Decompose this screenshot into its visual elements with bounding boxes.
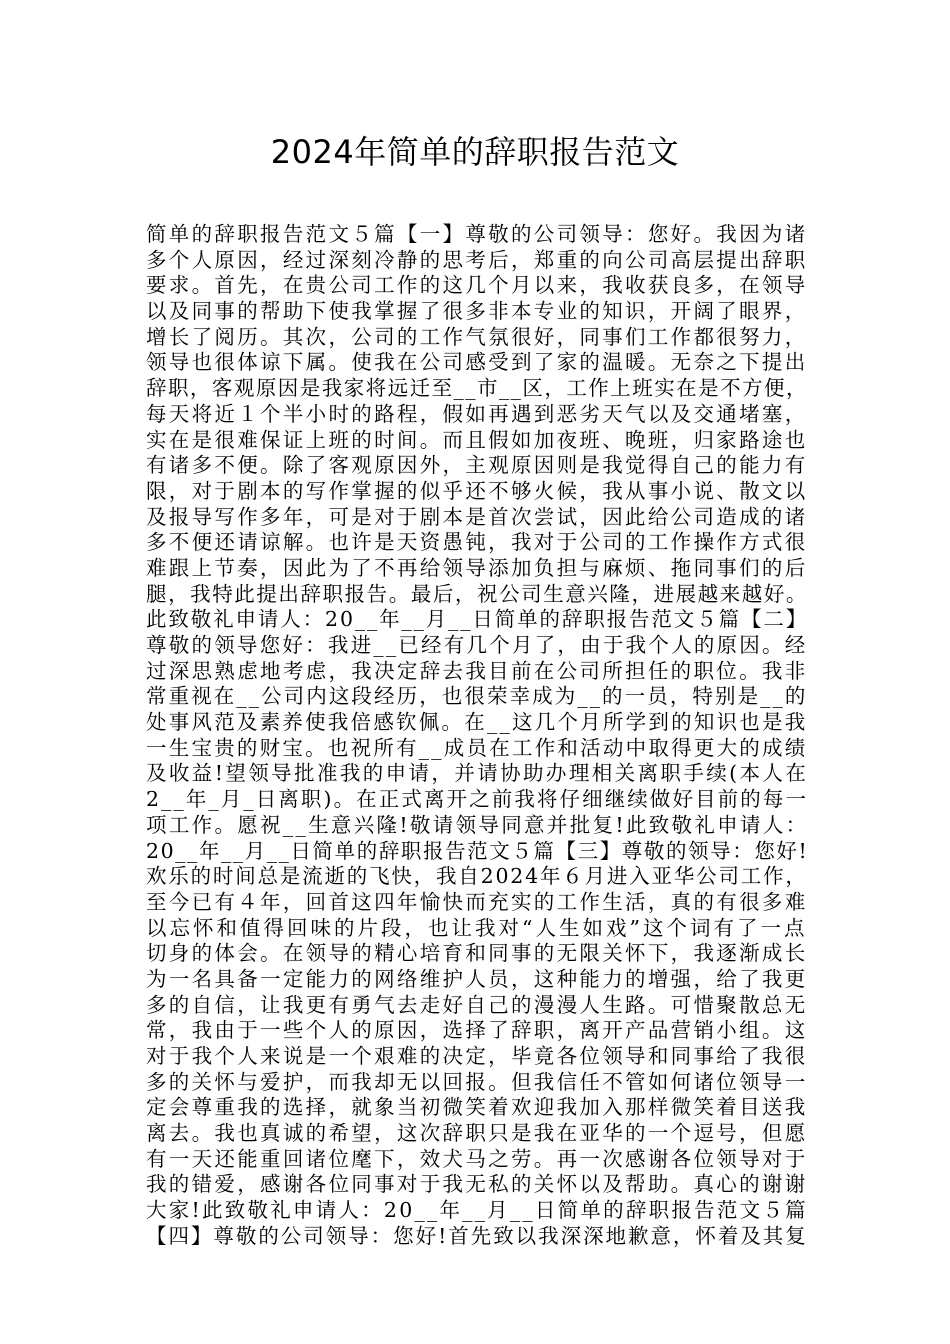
body-line: 有诸多不便。除了客观原因外，主观原因则是我觉得自己的能力有 <box>146 453 808 478</box>
body-line: 限，对于剧本的写作掌握的似乎还不够火候，我从事小说、散文以 <box>146 478 808 503</box>
body-line: 实在是很难保证上班的时间。而且假如加夜班、晚班，归家路途也 <box>146 427 808 452</box>
body-line: 有一天还能重回诸位麾下，效犬马之劳。再一次感谢各位领导对于 <box>146 1146 808 1171</box>
body-line: 辞职，客观原因是我家将远迁至__市__区，工作上班实在是不方便， <box>146 376 808 401</box>
body-line: 离去。我也真诚的希望，这次辞职只是我在亚华的一个逗号，但愿 <box>146 1121 808 1146</box>
body-line: 多个人原因，经过深刻冷静的思考后，郑重的向公司高层提出辞职 <box>146 247 808 272</box>
document-title: 2024年简单的辞职报告范文 <box>270 133 680 171</box>
body-line: 20__年__月__日简单的辞职报告范文５篇【三】尊敬的领导：您好! <box>146 838 809 863</box>
body-line: 过深思熟虑地考虑，我决定辞去我目前在公司所担任的职位。我非 <box>146 658 808 683</box>
body-line: 多的关怀与爱护，而我却无以回报。但我信任不管如何诸位领导一 <box>146 1069 808 1094</box>
body-line: 至今已有４年，回首这四年愉快而充实的工作生活，真的有很多难 <box>146 889 808 914</box>
body-line: 难跟上节奏，因此为了不再给领导添加负担与麻烦、拖同事们的后 <box>146 555 808 580</box>
body-line: 及收益!望领导批准我的申请，并请协助办理相关离职手续(本人在 <box>146 761 809 786</box>
body-line: 多的自信，让我更有勇气去走好自己的漫漫人生路。可惜聚散总无 <box>146 992 808 1017</box>
body-line: 定会尊重我的选择，就象当初微笑着欢迎我加入那样微笑着目送我 <box>146 1095 808 1120</box>
body-line: 【四】尊敬的公司领导：您好!首先致以我深深地歉意，怀着及其复 <box>146 1223 808 1248</box>
body-line: 常，我由于一些个人的原因，选择了辞职，离开产品营销小组。这 <box>146 1018 808 1043</box>
body-line: 此致敬礼申请人：20__年__月__日简单的辞职报告范文５篇【二】 <box>146 607 809 632</box>
body-line: 以忘怀和值得回味的片段，也让我对“人生如戏”这个词有了一点 <box>146 915 808 940</box>
body-line: 每天将近１个半小时的路程，假如再遇到恶劣天气以及交通堵塞， <box>146 401 808 426</box>
body-line: 领导也很体谅下属。使我在公司感受到了家的温暖。无奈之下提出 <box>146 350 808 375</box>
body-line: 简单的辞职报告范文５篇【一】尊敬的公司领导：您好。我因为诸 <box>146 222 808 246</box>
body-line: 常重视在__公司内这段经历，也很荣幸成为__的一员，特别是__的 <box>146 684 808 709</box>
body-line: 尊敬的领导您好：我进__已经有几个月了，由于我个人的原因。经 <box>146 633 808 657</box>
body-line: 腿，我特此提出辞职报告。最后，祝公司生意兴隆，进展越来越好。 <box>146 581 808 606</box>
body-line: 一生宝贵的财宝。也祝所有__成员在工作和活动中取得更大的成绩 <box>146 735 808 760</box>
body-line: 2__年_月_日离职)。在正式离开之前我将仔细继续做好目前的每一 <box>146 787 809 812</box>
body-line: 我的错爱，感谢各位同事对于我无私的关怀以及帮助。真心的谢谢 <box>146 1172 808 1197</box>
body-line: 切身的体会。在领导的精心培育和同事的无限关怀下，我逐渐成长 <box>146 941 808 966</box>
body-line: 及报导写作多年，可是对于剧本是首次尝试，因此给公司造成的诸 <box>146 504 808 529</box>
body-line: 项工作。愿祝__生意兴隆!敬请领导同意并批复!此致敬礼申请人： <box>146 812 809 837</box>
body-line: 增长了阅历。其次，公司的工作气氛很好，同事们工作都很努力， <box>146 324 808 349</box>
body-line: 要求。首先，在贵公司工作的这几个月以来，我收获良多，在领导 <box>146 273 808 298</box>
body-line: 大家!此致敬礼申请人：20__年__月__日简单的辞职报告范文５篇 <box>146 1198 808 1223</box>
body-line: 欢乐的时间总是流逝的飞快，我自2024年６月进入亚华公司工作， <box>146 864 808 889</box>
document-body <box>146 222 808 1250</box>
body-line: 以及同事的帮助下使我掌握了很多非本专业的知识，开阔了眼界， <box>146 299 808 324</box>
body-line: 多不便还请谅解。也许是天资愚钝，我对于公司的工作操作方式很 <box>146 530 808 555</box>
body-line: 处事风范及素养使我倍感钦佩。在__这几个月所学到的知识也是我 <box>146 710 808 735</box>
body-line: 对于我个人来说是一个艰难的决定，毕竟各位领导和同事给了我很 <box>146 1044 808 1068</box>
body-line: 为一名具备一定能力的网络维护人员，这种能力的增强，给了我更 <box>146 966 808 991</box>
